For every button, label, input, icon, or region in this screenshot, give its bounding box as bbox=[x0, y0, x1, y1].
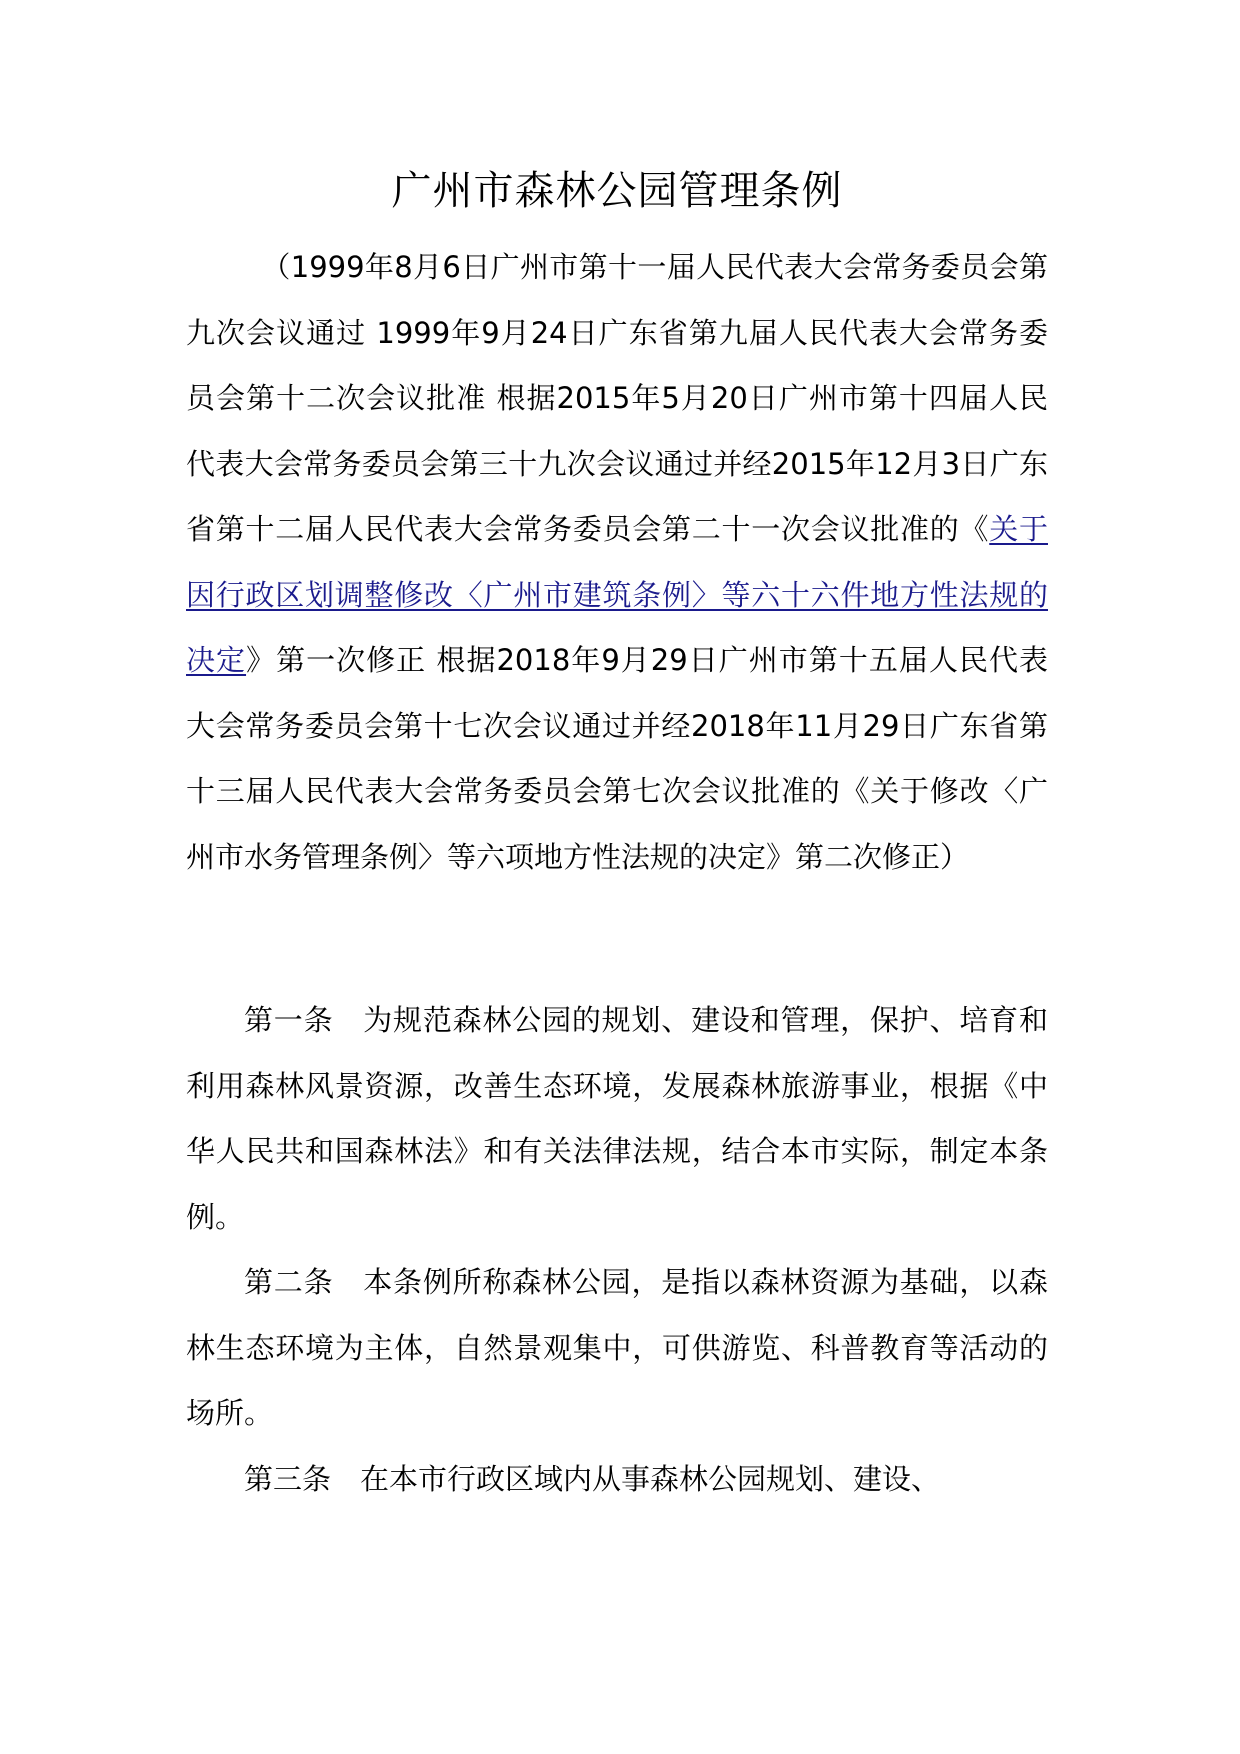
preamble-text-after-link: 》第一次修正 根据2018年9月29日广州市第十五届人民代表大会常务委员会第十七次会议通过并经2018年11月29日广东省第十三届人民代表大会常务委员会第七次会议批准的《关于修改〈广州市水务管理条例〉等六项地方性法规的决定》第二次修正） bbox=[186, 643, 1048, 874]
article-heading: 第二条 bbox=[244, 1265, 334, 1299]
article-1 bbox=[186, 988, 1048, 1250]
amendment-decision-link[interactable]: 关于因行政区划调整修改〈广州市建筑条例〉等六十六件地方性法规的决定 bbox=[186, 512, 1048, 677]
article-text: 为规范森林公园的规划、建设和管理，保护、培育和利用森林风景资源，改善生态环境，发展森林旅游事业，根据《中华人民共和国森林法》和有关法律法规，结合本市实际，制定本条例。 bbox=[186, 1003, 1048, 1234]
article-3 bbox=[186, 1447, 1048, 1513]
article-heading: 第一条 bbox=[244, 1003, 334, 1037]
preamble bbox=[186, 235, 1048, 890]
document-body bbox=[186, 235, 1048, 1512]
article-heading: 第三条 bbox=[244, 1461, 332, 1496]
document-title: 广州市森林公园管理条例 bbox=[391, 168, 843, 214]
article-2 bbox=[186, 1250, 1048, 1447]
article-text: 在本市行政区域内从事森林公园规划、建设、 bbox=[360, 1461, 941, 1496]
section-spacer bbox=[186, 890, 1048, 988]
article-text: 本条例所称森林公园，是指以森林资源为基础，以森林生态环境为主体，自然景观集中，可供游览、科普教育等活动的场所。 bbox=[186, 1265, 1048, 1430]
preamble-text-before-link: （1999年8月6日广州市第十一届人民代表大会常务委员会第九次会议通过 1999年9月24日广东省第九届人民代表大会常务委员会第十二次会议批准 根据2015年5月20日广州市第十四届人民代表大会常务委员会第三十九次会议通过并经2015年12月3日广东省第十二届人民代表大会常务委员会第二十一次会议批准的《 bbox=[186, 250, 1048, 546]
